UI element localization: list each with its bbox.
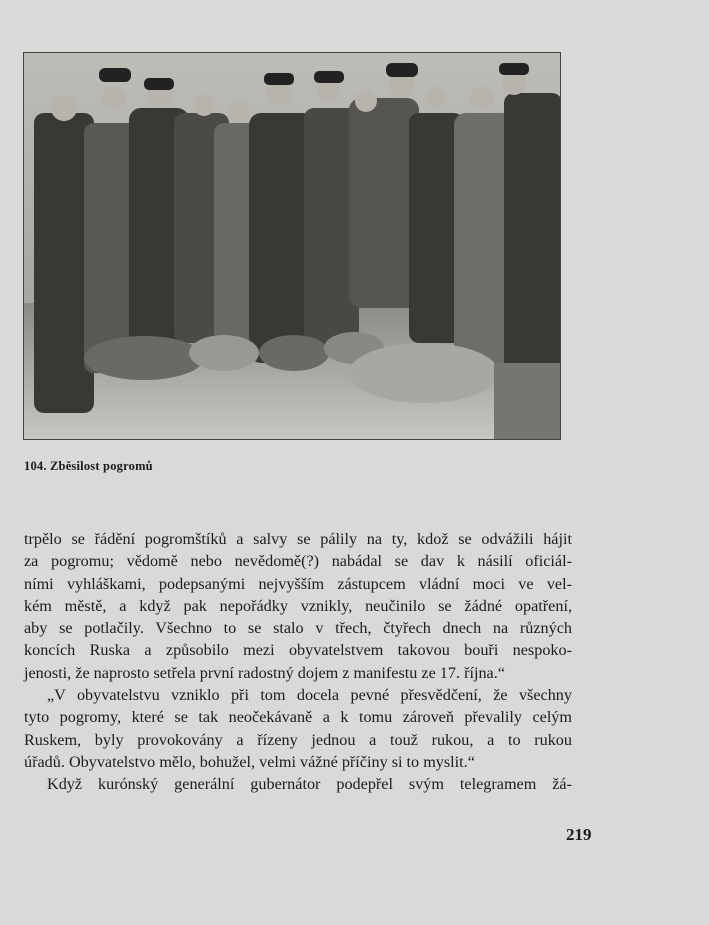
text-line: úřadů. Obyvatelstvo mělo, bohužel, velmi vážné příčiny si to myslit.“ bbox=[24, 752, 475, 771]
text-line: ními vyhláškami, podepsanými nejvyšším zástupcem vládní moci ve vel- bbox=[24, 574, 572, 593]
photograph-image bbox=[24, 53, 561, 440]
text-line: trpělo se řádění pogromštíků a salvy se pálily na ty, kdož se odvážili hájit bbox=[24, 530, 572, 548]
figure-photograph bbox=[23, 52, 561, 440]
body-text bbox=[24, 528, 572, 796]
text-line: Když kurónský generální gubernátor podepřel svým telegramem žá- bbox=[47, 775, 572, 794]
page-number: 219 bbox=[566, 825, 592, 844]
text-line: aby se potlačily. Všechno to se stalo v třech, čtyřech dnech na různých bbox=[24, 619, 572, 638]
text-line: koncích Ruska a způsobilo mezi obyvatelstvem takovou bouři nespoko- bbox=[24, 641, 572, 660]
text-line: tyto pogromy, které se tak neočekávaně a k tomu zároveň převalily celým bbox=[24, 708, 572, 727]
text-line: „V obyvatelstvu vzniklo při tom docela pevné přesvědčení, že všechny bbox=[47, 686, 572, 705]
text-line: Ruskem, byly provokovány a řízeny jednou a touž rukou, a to rukou bbox=[24, 730, 572, 749]
text-line: kém městě, a když pak nepořádky vznikly, neučinilo se žádné opatření, bbox=[24, 596, 572, 615]
figure-caption: 104. Zběsilost pogromů bbox=[24, 459, 153, 473]
text-line: za pogromu; vědomě nebo nevědomě(?) nabádal se dav k násilí oficiál- bbox=[24, 552, 572, 571]
text-line: jenosti, že naprosto setřela první radostný dojem z manifestu ze 17. října.“ bbox=[24, 663, 505, 682]
